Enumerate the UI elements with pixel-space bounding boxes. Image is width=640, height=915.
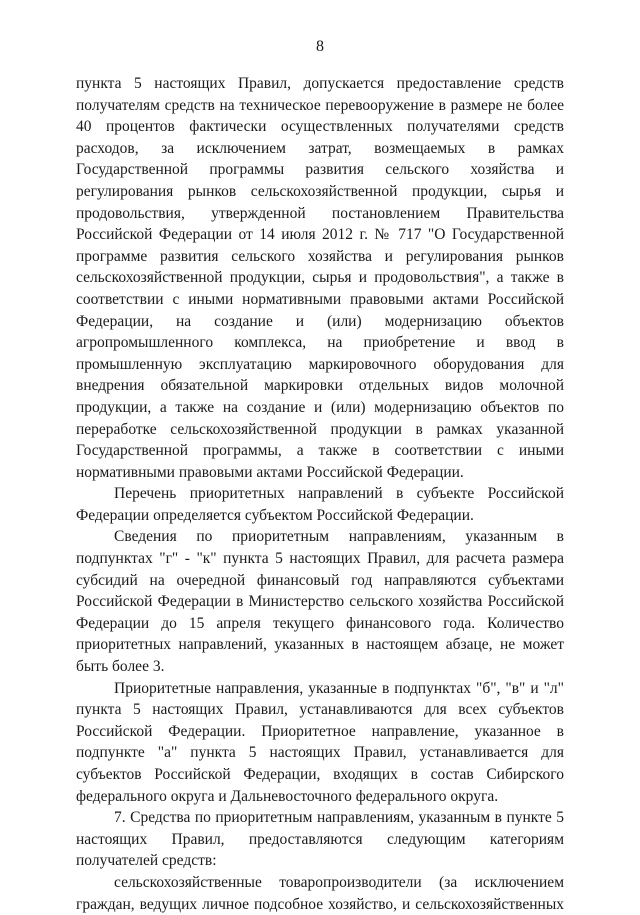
paragraph-priority-list: Перечень приоритетных направлений в субъекте Российской Федерации определяется субъектом Российской Федерации. bbox=[76, 485, 564, 524]
paragraph-item-7: 7. Средства по приоритетным направлениям, указанным в пункте 5 настоящих Правил, предоставляются следующим категориям получателей средств: bbox=[76, 809, 564, 870]
document-body bbox=[76, 73, 564, 915]
paragraph-priority-info: Сведения по приоритетным направлениям, указанным в подпунктах "г" - "к" пункта 5 настоящих Правил, для расчета размера субсидий на очередной финансовый год направляются субъектами Российской Федерации в Министерство сельского хозяйства Российской Федерации до 15 апреля текущего финансового года. Количество приоритетных направлений, указанных в настоящем абзаце, не может быть более 3. bbox=[76, 528, 564, 676]
page-number: 8 bbox=[316, 38, 324, 55]
paragraph-priority-directions: Приоритетные направления, указанные в подпунктах "б", "в" и "л" пункта 5 настоящих Правил, устанавливаются для всех субъектов Российской Федерации. Приоритетное направление, указанное в подпункте "а" пункта 5 настоящих Правил, устанавливается для субъектов Российской Федерации, входящих в состав Сибирского федерального округа и Дальневосточного федерального округа. bbox=[76, 679, 564, 805]
paragraph-producers: сельскохозяйственные товаропроизводители (за исключением граждан, ведущих личное подсобное хозяйство, и сельскохозяйственных bbox=[76, 873, 564, 913]
paragraph-subsidy-conditions: пункта 5 настоящих Правил, допускается предоставление средств получателям средств на техническое перевооружение в размере не более 40 процентов фактически осуществленных получателями средств расходов, за исключением затрат, возмещаемых в рамках Государственной программы развития сельского хозяйства и регулирования рынков сельскохозяйственной продукции, сырья и продовольствия, утвержденной постановлением Правительства Российской Федерации от 14 июля 2012 г. № 717 "О Государственной программе развития сельского хозяйства и регулирования рынков сельскохозяйственной продукции, сырья и продовольствия", а также в соответствии с иными нормативными правовыми актами Российской Федерации, на создание и (или) модернизацию объектов агропромышленного комплекса, на приобретение и ввод в промышленную эксплуатацию маркировочного оборудования для внедрения обязательной маркировки отдельных видов молочной продукции, а также на создание и (или) модернизацию объектов по переработке сельскохозяйственной продукции в рамках указанной Государственной программы, а также в соответствии с иными нормативными правовыми актами Российской Федерации. bbox=[76, 75, 564, 481]
